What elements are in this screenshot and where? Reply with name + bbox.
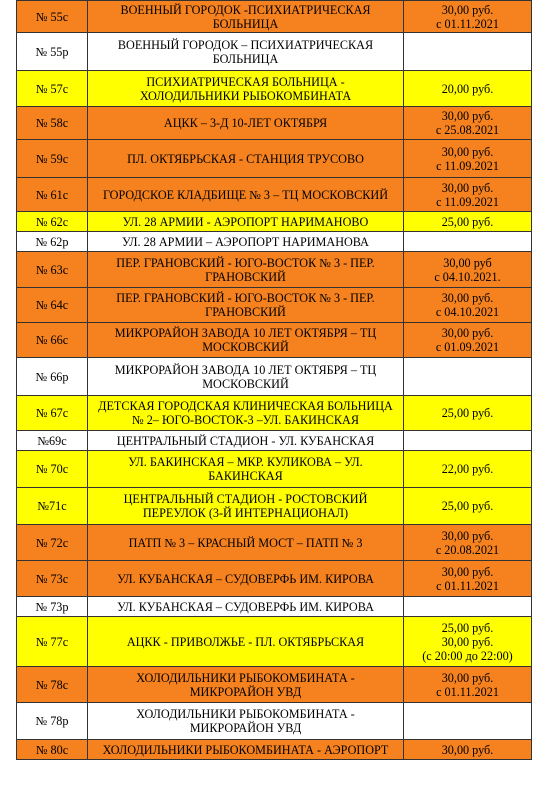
route-name-line: МОСКОВСКИЙ [202, 340, 289, 354]
route-name-line: ХОЛОДИЛЬНИКИ РЫБОКОМБИНАТА - [136, 707, 355, 721]
route-number: № 62р [17, 232, 88, 252]
route-name [88, 232, 404, 252]
route-name [88, 396, 404, 431]
route-number: № 57с [17, 71, 88, 107]
route-price-line: 25,00 руб. [441, 620, 494, 635]
route-name-line: ПЕРЕУЛОК (3-Й ИНТЕРНАЦИОНАЛ) [142, 506, 349, 520]
routes-table-body [17, 1, 532, 760]
route-name [88, 561, 404, 597]
route-price-line: 30,00 руб. [441, 144, 494, 159]
route-row [17, 617, 532, 667]
route-price [404, 561, 532, 597]
route-name-line: АЦКК - ПРИВОЛЖЬЕ - ПЛ. ОКТЯБРЬСКАЯ [126, 634, 365, 649]
route-name [88, 140, 404, 178]
route-number: № 59с [17, 140, 88, 178]
route-price-line: 25,00 руб. [441, 214, 494, 229]
route-row [17, 288, 532, 323]
route-price [404, 232, 532, 252]
route-number: № 64с [17, 288, 88, 323]
route-price-line: 25,00 руб. [441, 406, 494, 420]
route-price [404, 431, 532, 451]
route-name-line: УЛ. БАКИНСКАЯ – МКР. КУЛИКОВА – УЛ. [128, 455, 363, 469]
route-name-line: БАКИНСКАЯ [208, 469, 283, 483]
route-number: № 70с [17, 451, 88, 488]
route-name-line: МИКРОРАЙОН УВД [189, 684, 302, 699]
route-number: № 55с [17, 1, 88, 33]
route-price [404, 178, 532, 212]
route-price [404, 107, 532, 140]
route-price-line: с 01.11.2021 [436, 578, 499, 593]
route-name-line: ХОЛОДИЛЬНИКИ РЫБОКОМБИНАТА - АЭРОПОРТ [102, 742, 389, 757]
route-price-line: с 11.09.2021 [436, 194, 499, 209]
route-name-line: ВОЕННЫЙ ГОРОДОК -ПСИХИАТРИЧЕСКАЯ [120, 2, 371, 17]
route-name-line: УЛ. 28 АРМИИ - АЭРОПОРТ НАРИМАНОВО [122, 214, 369, 229]
route-name [88, 323, 404, 358]
route-price-line: (с 20:00 до 22:00) [422, 648, 513, 663]
route-name [88, 288, 404, 323]
route-row [17, 140, 532, 178]
route-row [17, 561, 532, 597]
route-price [404, 451, 532, 488]
route-name-line: ВОЕННЫЙ ГОРОДОК – ПСИХИАТРИЧЕСКАЯ [117, 37, 374, 52]
route-price-line: с 11.09.2021 [436, 158, 499, 173]
route-number: № 72с [17, 525, 88, 561]
route-name-line: АЦКК – 3-Д 10-ЛЕТ ОКТЯБРЯ [163, 116, 328, 130]
route-row [17, 323, 532, 358]
route-name-line: ПСИХИАТРИЧЕСКАЯ БОЛЬНИЦА - [146, 74, 345, 89]
route-price [404, 740, 532, 760]
route-number: № 73с [17, 561, 88, 597]
route-price [404, 703, 532, 740]
route-price-line: 30,00 руб. [441, 670, 494, 685]
route-name [88, 597, 404, 617]
route-number: №69с [17, 431, 88, 451]
route-row [17, 703, 532, 740]
route-name [88, 178, 404, 212]
route-row [17, 33, 532, 71]
route-price [404, 667, 532, 703]
route-price-line: с 01.11.2021 [436, 684, 499, 699]
route-price-line: с 01.11.2021 [436, 16, 499, 31]
route-number: № 80с [17, 740, 88, 760]
route-name [88, 525, 404, 561]
route-number: № 55р [17, 33, 88, 71]
route-price-line: 30,00 руб. [441, 528, 494, 543]
route-number: № 58с [17, 107, 88, 140]
route-name-line: ПЕР. ГРАНОВСКИЙ - ЮГО-ВОСТОК № 3 - ПЕР. [116, 255, 375, 270]
route-name-line: ЦЕНТРАЛЬНЫЙ СТАДИОН - УЛ. КУБАНСКАЯ [116, 433, 375, 448]
route-price [404, 252, 532, 288]
route-name-line: ПЕР. ГРАНОВСКИЙ - ЮГО-ВОСТОК № 3 - ПЕР. [116, 291, 375, 305]
route-price-line: 30,00 руб. [441, 2, 494, 17]
route-row [17, 525, 532, 561]
route-name-line: № 2– ЮГО-ВОСТОК-3 –УЛ. БАКИНСКАЯ [132, 413, 359, 427]
route-name [88, 212, 404, 232]
route-name-line: ГРАНОВСКИЙ [205, 305, 286, 319]
route-price-line: с 04.10.2021. [434, 269, 501, 284]
route-row [17, 358, 532, 396]
route-name [88, 252, 404, 288]
route-name-line: БОЛЬНИЦА [212, 51, 279, 66]
route-price-line: 30,00 руб. [441, 291, 494, 305]
route-row [17, 488, 532, 525]
route-name-line: ПЛ. ОКТЯБРЬСКАЯ - СТАНЦИЯ ТРУСОВО [127, 151, 364, 166]
route-price-line: 25,00 руб. [441, 499, 494, 513]
route-price-line: 30,00 руб. [441, 742, 494, 757]
route-name [88, 1, 404, 33]
route-row [17, 740, 532, 760]
route-number: № 66с [17, 323, 88, 358]
route-price [404, 525, 532, 561]
route-name-line: ХОЛОДИЛЬНИКИ РЫБОКОМБИНАТА - [136, 670, 355, 685]
route-price [404, 597, 532, 617]
route-price-line: 30,00 руб. [441, 634, 494, 649]
route-name-line: УЛ. 28 АРМИИ – АЭРОПОРТ НАРИМАНОВА [122, 234, 369, 249]
route-name-line: УЛ. КУБАНСКАЯ – СУДОВЕРФЬ ИМ. КИРОВА [117, 571, 374, 586]
route-name-line: ДЕТСКАЯ ГОРОДСКАЯ КЛИНИЧЕСКАЯ БОЛЬНИЦА [98, 399, 393, 413]
route-name [88, 488, 404, 525]
route-row [17, 451, 532, 488]
route-row [17, 107, 532, 140]
route-name [88, 703, 404, 740]
route-number: № 78с [17, 667, 88, 703]
route-row [17, 178, 532, 212]
route-price-line: 30,00 руб. [441, 180, 494, 195]
route-number: № 66р [17, 358, 88, 396]
route-name [88, 71, 404, 107]
route-price-line: 22,00 руб. [441, 462, 494, 476]
route-number: № 63с [17, 252, 88, 288]
route-price [404, 288, 532, 323]
route-name [88, 617, 404, 667]
route-name [88, 33, 404, 71]
route-price-line: 30,00 руб. [441, 564, 494, 579]
route-number: № 61с [17, 178, 88, 212]
route-number: № 62с [17, 212, 88, 232]
route-price-line: с 04.10.2021 [435, 305, 500, 319]
route-name [88, 451, 404, 488]
route-name-line: ПАТП № 3 – КРАСНЫЙ МОСТ – ПАТП № 3 [128, 535, 363, 550]
route-name [88, 107, 404, 140]
route-row [17, 232, 532, 252]
route-name [88, 740, 404, 760]
route-row [17, 597, 532, 617]
routes-table-container [16, 0, 531, 760]
route-row [17, 1, 532, 33]
route-price-line: 30,00 руб. [441, 326, 494, 340]
route-price [404, 396, 532, 431]
route-price [404, 1, 532, 33]
route-price-line: 30,00 руб [443, 255, 492, 270]
route-name-line: ГРАНОВСКИЙ [205, 269, 286, 284]
route-name-line: МИКРОРАЙОН УВД [189, 721, 302, 735]
route-row [17, 431, 532, 451]
routes-table [16, 0, 532, 760]
route-number: № 67с [17, 396, 88, 431]
route-row [17, 212, 532, 232]
route-price [404, 71, 532, 107]
route-price-line: с 25.08.2021 [435, 123, 500, 137]
route-name-line: ЦЕНТРАЛЬНЫЙ СТАДИОН - РОСТОВСКИЙ [123, 492, 368, 506]
route-price [404, 358, 532, 396]
route-name [88, 431, 404, 451]
route-row [17, 396, 532, 431]
route-name-line: БОЛЬНИЦА [212, 16, 279, 31]
route-price-line: 20,00 руб. [441, 81, 494, 96]
route-name-line: ГОРОДСКОЕ КЛАДБИЩЕ № 3 – ТЦ МОСКОВСКИЙ [102, 187, 389, 202]
route-price-line: с 01.09.2021 [435, 340, 500, 354]
route-number: №71с [17, 488, 88, 525]
route-number: № 77с [17, 617, 88, 667]
route-name-line: ХОЛОДИЛЬНИКИ РЫБОКОМБИНАТА [139, 88, 352, 103]
route-name-line: МОСКОВСКИЙ [202, 376, 289, 391]
route-row [17, 252, 532, 288]
route-price [404, 323, 532, 358]
route-price-line: 30,00 руб. [441, 109, 494, 123]
route-price [404, 617, 532, 667]
route-name-line: УЛ. КУБАНСКАЯ – СУДОВЕРФЬ ИМ. КИРОВА [117, 599, 374, 614]
route-number: № 78р [17, 703, 88, 740]
route-price [404, 140, 532, 178]
route-name [88, 358, 404, 396]
route-row [17, 71, 532, 107]
route-price-line: с 20.08.2021 [435, 542, 500, 557]
route-name-line: МИКРОРАЙОН ЗАВОДА 10 ЛЕТ ОКТЯБРЯ – ТЦ [114, 326, 377, 340]
route-row [17, 667, 532, 703]
route-price [404, 212, 532, 232]
route-price [404, 33, 532, 71]
route-number: № 73р [17, 597, 88, 617]
route-name-line: МИКРОРАЙОН ЗАВОДА 10 ЛЕТ ОКТЯБРЯ – ТЦ [114, 362, 377, 377]
route-price [404, 488, 532, 525]
route-name [88, 667, 404, 703]
